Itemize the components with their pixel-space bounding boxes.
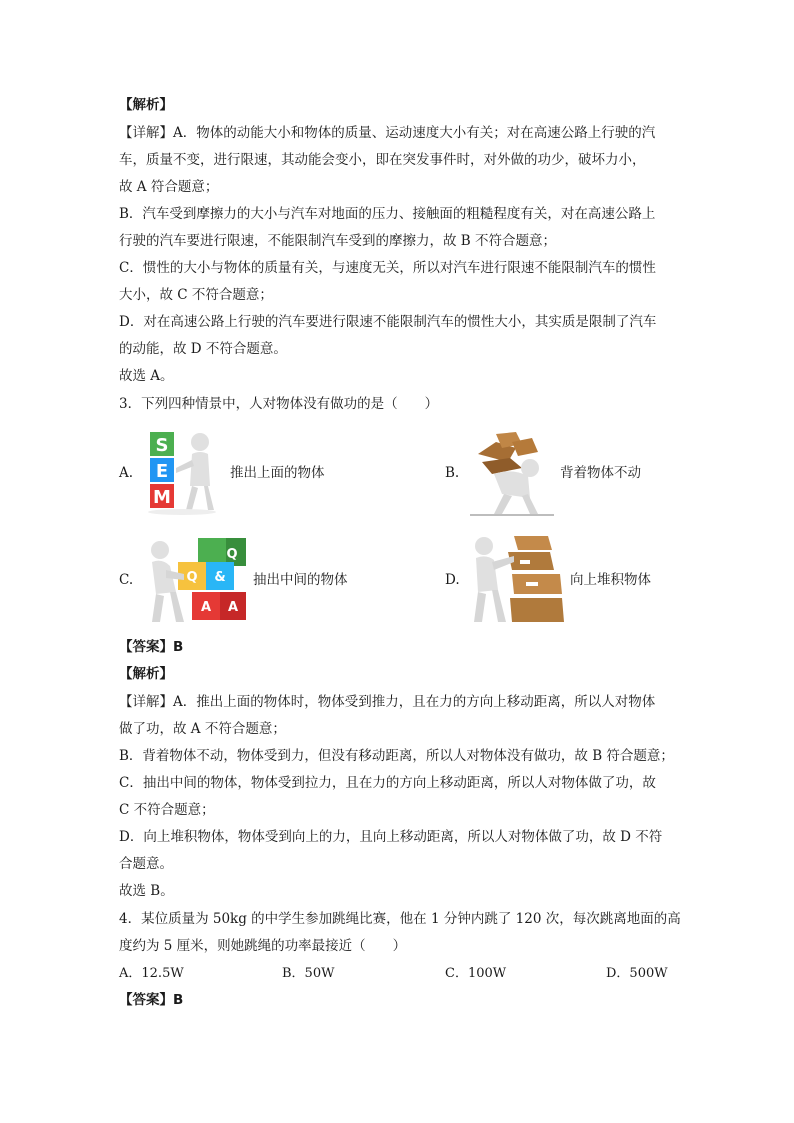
question-4-answer: 【答案】B	[119, 992, 184, 1008]
analysis-line: 做了功，故 A 不符合题意；	[119, 721, 286, 737]
block-letter: M	[153, 487, 171, 508]
analysis-line: D．向上堆积物体，物体受到向上的力，且向上移动距离，所以人对物体做了功，故 D 不符	[119, 829, 663, 845]
option-c-image	[142, 536, 250, 630]
option-d-letter: D.	[445, 572, 460, 588]
option-a-text: 推出上面的物体	[230, 465, 325, 481]
analysis-line: C．惯性的大小与物体的质量有关，与速度无关，所以对汽车进行限速不能限制汽车的惯性	[119, 260, 656, 276]
option-b-text: 背着物体不动	[560, 465, 641, 481]
analysis-line: 车，质量不变，进行限速，其动能会变小，即在突发事件时，对外做的功少，破坏力小，	[119, 152, 646, 168]
analysis-label: 【解析】	[119, 97, 173, 113]
choice-c: C．100W	[445, 966, 507, 981]
option-a-letter: A.	[119, 465, 134, 481]
block-letter: A	[227, 600, 239, 615]
block-letter: Q	[226, 547, 238, 562]
analysis-line: 的动能，故 D 不符合题意。	[119, 341, 287, 357]
analysis-line: 大小，故 C 不符合题意；	[119, 287, 273, 303]
analysis-line: 【详解】A．推出上面的物体时，物体受到推力，且在力的方向上移动距离，所以人对物体	[119, 694, 656, 710]
analysis-line: B．背着物体不动，物体受到力，但没有移动距离，所以人对物体没有做功，故 B 符合题意；	[119, 748, 674, 764]
question-3-stem: 3．下列四种情景中，人对物体没有做功的是（ ）	[119, 396, 439, 412]
analysis-line: 故选 B。	[119, 883, 174, 899]
analysis-label: 【解析】	[119, 666, 173, 682]
analysis-line: C 不符合题意；	[119, 802, 215, 818]
question-4-stem: 度约为 5 厘米，则她跳绳的功率最接近（ ）	[119, 938, 407, 954]
option-b-letter: B.	[445, 465, 460, 481]
analysis-line: D．对在高速公路上行驶的汽车要进行限速不能限制汽车的惯性大小，其实质是限制了汽车	[119, 314, 657, 330]
option-d-image	[470, 534, 566, 630]
option-c-letter: C.	[119, 572, 134, 588]
question-3-answer: 【答案】B	[119, 639, 184, 655]
analysis-line: C．抽出中间的物体，物体受到拉力，且在力的方向上移动距离，所以人对物体做了功，故	[119, 775, 656, 791]
analysis-line: B．汽车受到摩擦力的大小与汽车对地面的压力、接触面的粗糙程度有关，对在高速公路上	[119, 206, 656, 222]
option-d-text: 向上堆积物体	[570, 572, 651, 588]
analysis-line: 【详解】A．物体的动能大小和物体的质量、运动速度大小有关；对在高速公路上行驶的汽	[119, 125, 656, 141]
block-letter: Q	[186, 570, 198, 585]
option-c-text: 抽出中间的物体	[253, 572, 348, 588]
block-letter: &	[214, 570, 226, 585]
choice-d: D．500W	[606, 966, 668, 981]
option-a-image	[142, 428, 222, 520]
analysis-line: 合题意。	[119, 856, 173, 872]
block-letter: A	[200, 600, 212, 615]
choice-b: B．50W	[282, 966, 335, 981]
analysis-line: 故 A 符合题意；	[119, 179, 219, 195]
question-4-stem: 4．某位质量为 50kg 的中学生参加跳绳比赛，他在 1 分钟内跳了 120 次，每次跳离地面的高	[119, 911, 681, 927]
analysis-line: 行驶的汽车要进行限速，不能限制汽车受到的摩擦力，故 B 不符合题意；	[119, 233, 557, 249]
block-letter: S	[155, 435, 169, 456]
choice-a: A．12.5W	[119, 966, 184, 981]
block-letter: E	[155, 461, 169, 482]
option-b-image	[466, 428, 554, 520]
analysis-line: 故选 A。	[119, 368, 174, 384]
